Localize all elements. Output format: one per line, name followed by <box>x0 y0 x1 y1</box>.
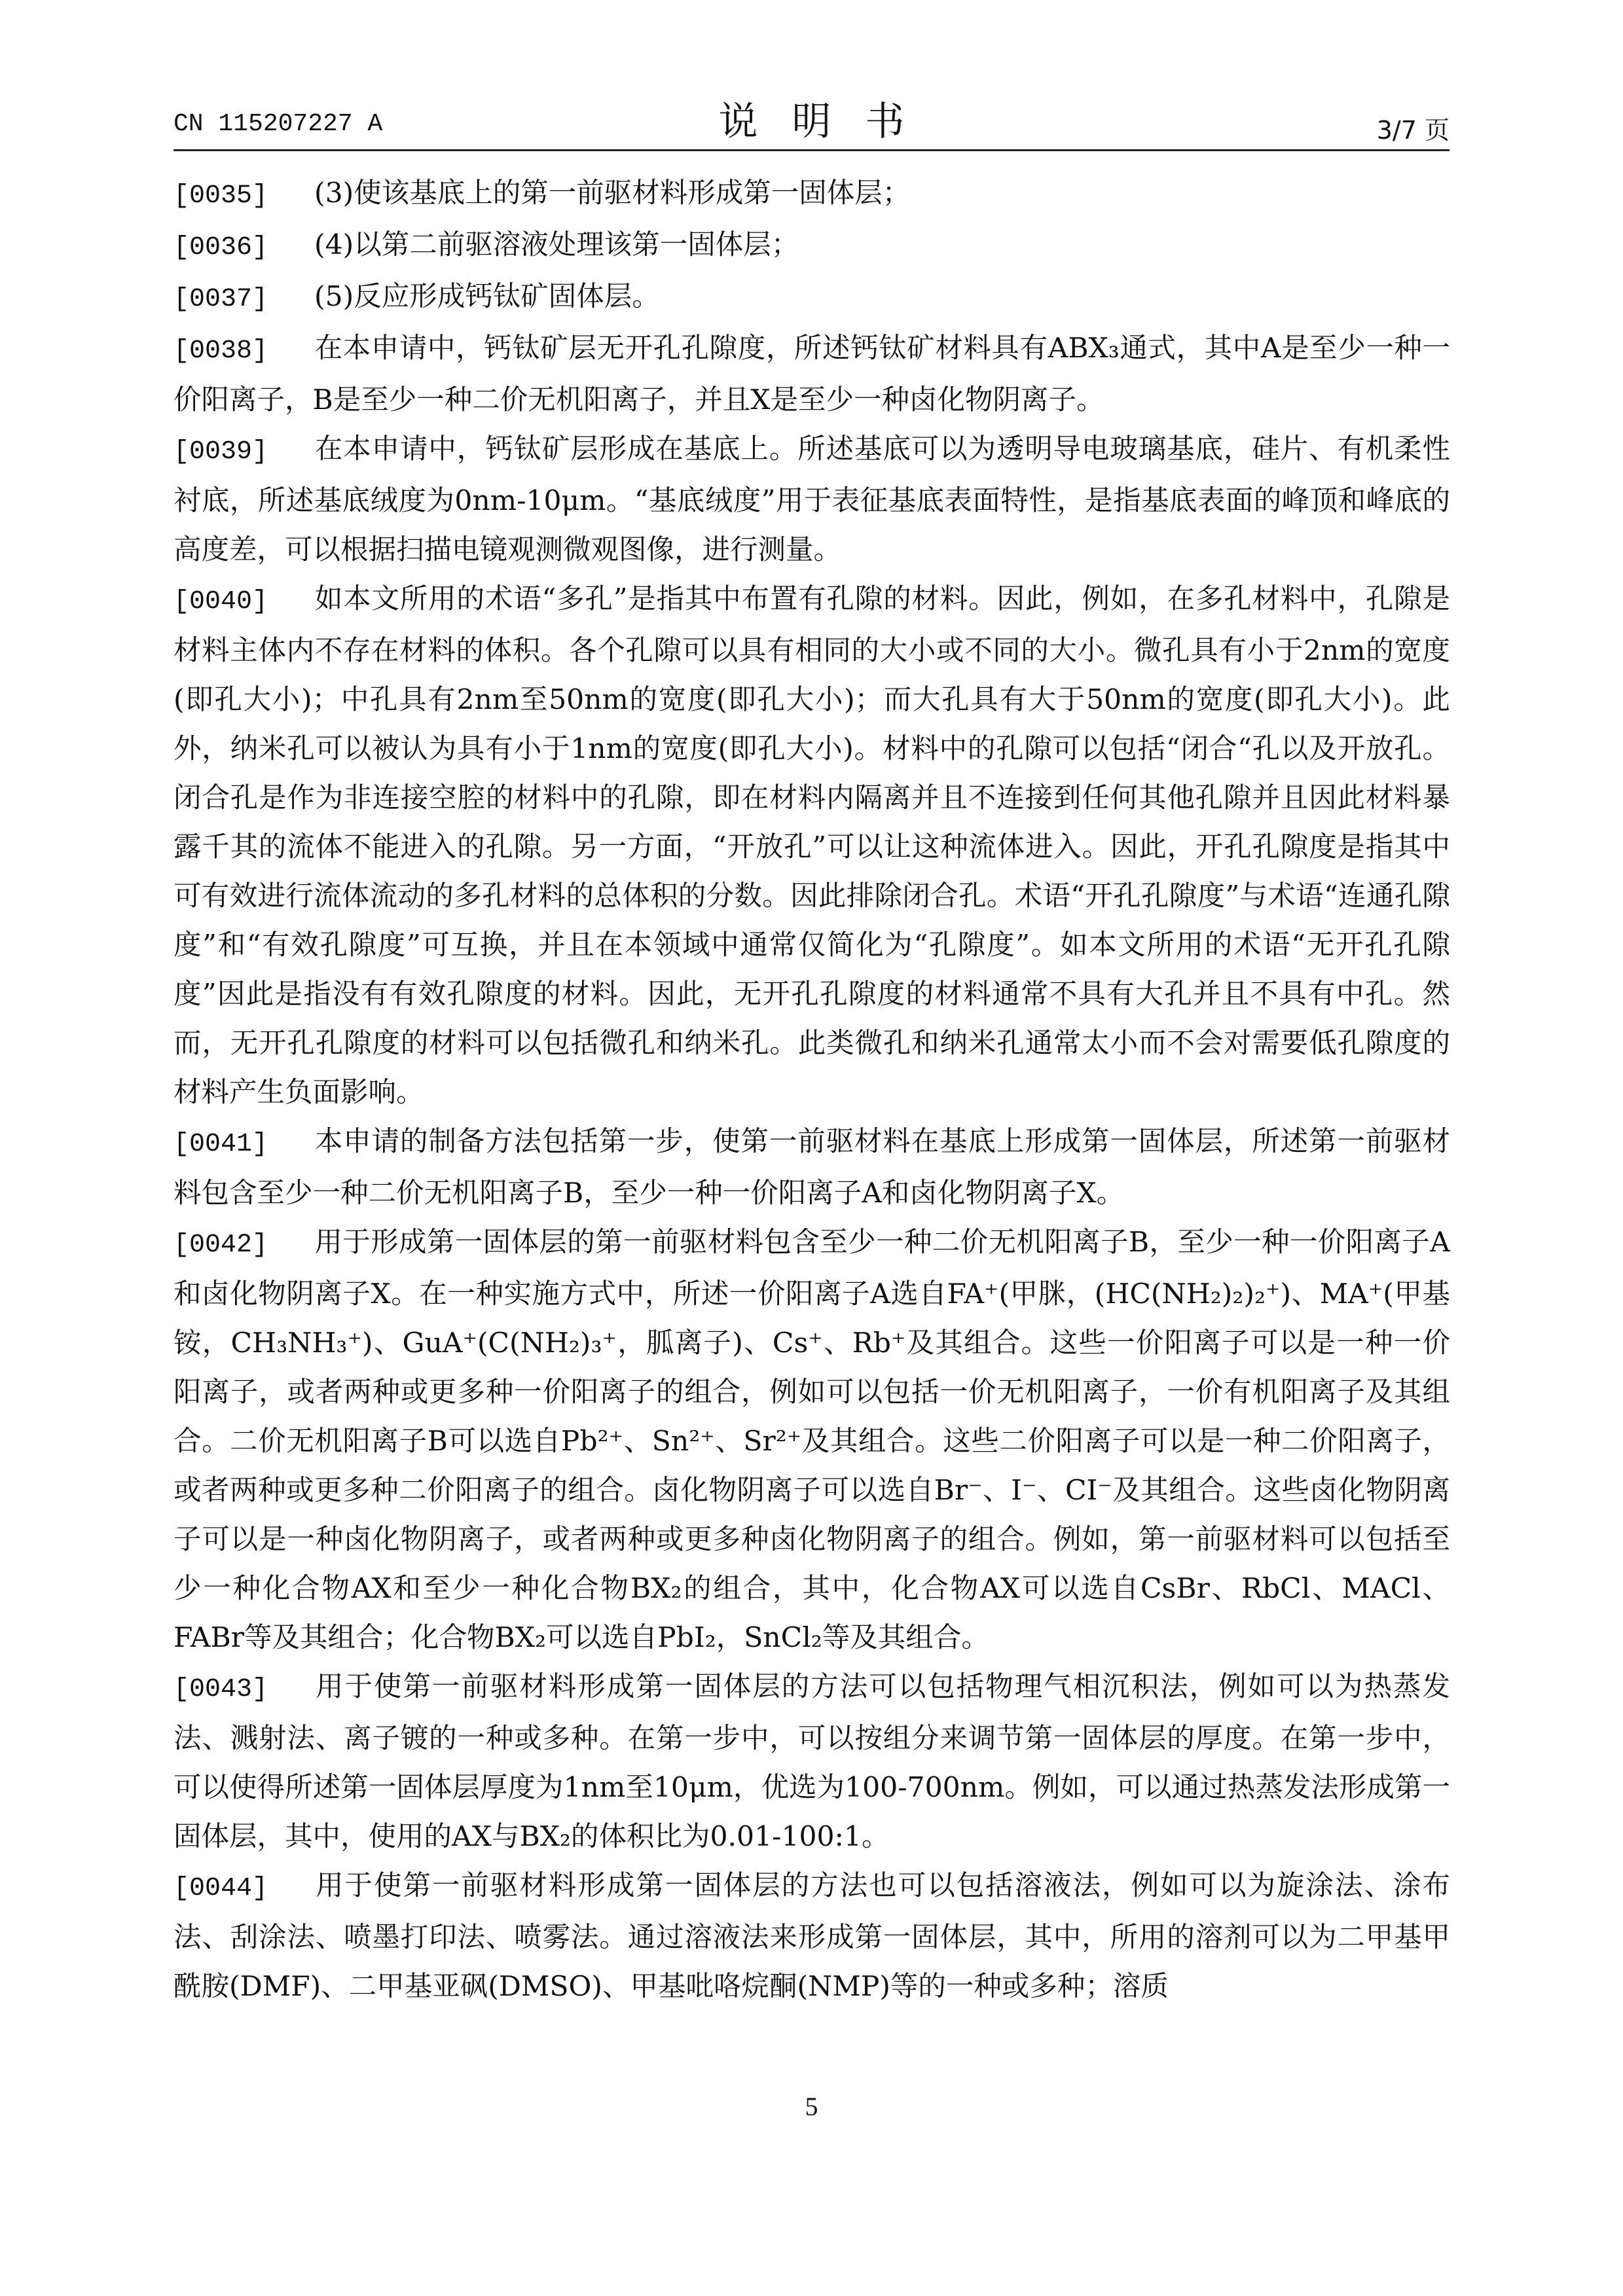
paragraph-text: (3)使该基底上的第一前驱材料形成第一固体层； <box>314 177 911 209</box>
paragraph-number: [0037] <box>173 285 268 314</box>
paragraph-0037 <box>173 272 1450 324</box>
header-divider <box>173 149 1450 151</box>
paragraph-number: [0038] <box>173 336 268 366</box>
document-title: 说明书 <box>718 99 939 145</box>
paragraph-text: 用于使第一前驱材料形成第一固体层的方法也可以包括溶液法，例如可以为旋涂法、涂布法、刮涂法、喷墨打印法、喷雾法。通过溶液法来形成第一固体层，其中，所用的溶剂可以为二甲基甲酰胺(DMF)、二甲基亚砜(DMSO)、甲基吡咯烷酮(NMP)等的一种或多种；溶质 <box>173 1870 1450 2003</box>
paragraph-0043 <box>173 1662 1450 1861</box>
paragraph-number: [0039] <box>173 437 268 467</box>
paragraph-0044 <box>173 1861 1450 2011</box>
paragraph-text: 本申请的制备方法包括第一步，使第一前驱材料在基底上形成第一固体层，所述第一前驱材料包含至少一种二价无机阳离子B，至少一种一价阳离子A和卤化物阴离子X。 <box>173 1126 1450 1210</box>
paragraph-text: 用于使第一前驱材料形成第一固体层的方法可以包括物理气相沉积法，例如可以为热蒸发法、溅射法、离子镀的一种或多种。在第一步中，可以按组分来调节第一固体层的厚度。在第一步中，可以使得所述第一固体层厚度为1nm至10μm，优选为100-700nm。例如，可以通过热蒸发法形成第一固体层，其中，使用的AX与BX₂的体积比为0.01-100:1。 <box>173 1671 1450 1853</box>
paragraph-0041 <box>173 1117 1450 1218</box>
paragraph-0038 <box>173 324 1450 425</box>
document-body <box>173 169 1450 2011</box>
paragraph-0039 <box>173 425 1450 575</box>
page-number: 5 <box>805 2092 818 2121</box>
paragraph-text: 用于形成第一固体层的第一前驱材料包含至少一种二价无机阳离子B，至少一种一价阳离子A和卤化物阴离子X。在一种实施方式中，所述一价阳离子A选自FA⁺(甲脒，(HC(NH₂)₂)₂⁺)、MA⁺(甲基铵，CH₃NH₃⁺)、GuA⁺(C(NH₂)₃⁺，胍离子)、Cs⁺、Rb⁺及其组合。这些一价阳离子可以是一种一价阳离子，或者两种或更多种一价阳离子的组合，例如可以包括一价无机阳离子，一价有机阳离子及其组合。二价无机阳离子B可以选自Pb²⁺、Sn²⁺、Sr²⁺及其组合。这些二价阳离子可以是一种二价阳离子，或者两种或更多种二价阳离子的组合。卤化物阴离子可以选自Br⁻、I⁻、CI⁻及其组合。这些卤化物阴离子可以是一种卤化物阴离子，或者两种或更多种卤化物阴离子的组合。例如，第一前驱材料可以包括至少一种化合物AX和至少一种化合物BX₂的组合，其中，化合物AX可以选自CsBr、RbCl、MACl、FABr等及其组合；化合物BX₂可以选自PbI₂，SnCl₂等及其组合。 <box>173 1227 1450 1654</box>
paragraph-number: [0044] <box>173 1874 268 1903</box>
paragraph-number: [0043] <box>173 1675 268 1704</box>
paragraph-0035 <box>173 169 1450 221</box>
page-indicator: 3/7 页 <box>1376 116 1450 145</box>
paragraph-number: [0041] <box>173 1130 268 1159</box>
paragraph-0036 <box>173 221 1450 272</box>
paragraph-text: (4)以第二前驱溶液处理该第一固体层； <box>314 229 799 261</box>
paragraph-text: 在本申请中，钙钛矿层形成在基底上。所述基底可以为透明导电玻璃基底，硅片、有机柔性衬底，所述基底绒度为0nm-10μm。“基底绒度”用于表征基底表面特性，是指基底表面的峰顶和峰底的高度差，可以根据扫描电镜观测微观图像，进行测量。 <box>173 433 1450 566</box>
paragraph-number: [0036] <box>173 233 268 262</box>
paragraph-text: 在本申请中，钙钛矿层无开孔孔隙度，所述钙钛矿材料具有ABX₃通式，其中A是至少一种一价阳离子，B是至少一种二价无机阳离子，并且X是至少一种卤化物阴离子。 <box>173 332 1450 416</box>
paragraph-text: (5)反应形成钙钛矿固体层。 <box>314 281 660 313</box>
page-header <box>0 0 1623 157</box>
paragraph-text: 如本文所用的术语“多孔”是指其中布置有孔隙的材料。因此，例如，在多孔材料中，孔隙是材料主体内不存在材料的体积。各个孔隙可以具有相同的大小或不同的大小。微孔具有小于2nm的宽度(即孔大小)；中孔具有2nm至50nm的宽度(即孔大小)；而大孔具有大于50nm的宽度(即孔大小)。此外，纳米孔可以被认为具有小于1nm的宽度(即孔大小)。材料中的孔隙可以包括“闭合“孔以及开放孔。闭合孔是作为非连接空腔的材料中的孔隙，即在材料内隔离并且不连接到任何其他孔隙并且因此材料暴露千其的流体不能进入的孔隙。另一方面，“开放孔”可以让这种流体进入。因此，开孔孔隙度是指其中可有效进行流体流动的多孔材料的总体积的分数。因此排除闭合孔。术语“开孔孔隙度”与术语“连通孔隙度”和“有效孔隙度”可互换，并且在本领域中通常仅简化为“孔隙度”。如本文所用的术语“无开孔孔隙度”因此是指没有有效孔隙度的材料。因此，无开孔孔隙度的材料通常不具有大孔并且不具有中孔。然而，无开孔孔隙度的材料可以包括微孔和纳米孔。此类微孔和纳米孔通常太小而不会对需要低孔隙度的材料产生负面影响。 <box>173 583 1450 1109</box>
patent-number: CN 115207227 A <box>173 110 383 138</box>
paragraph-number: [0035] <box>173 181 268 211</box>
paragraph-0040 <box>173 575 1450 1117</box>
paragraph-number: [0040] <box>173 587 268 617</box>
paragraph-0042 <box>173 1218 1450 1662</box>
paragraph-number: [0042] <box>173 1230 268 1260</box>
